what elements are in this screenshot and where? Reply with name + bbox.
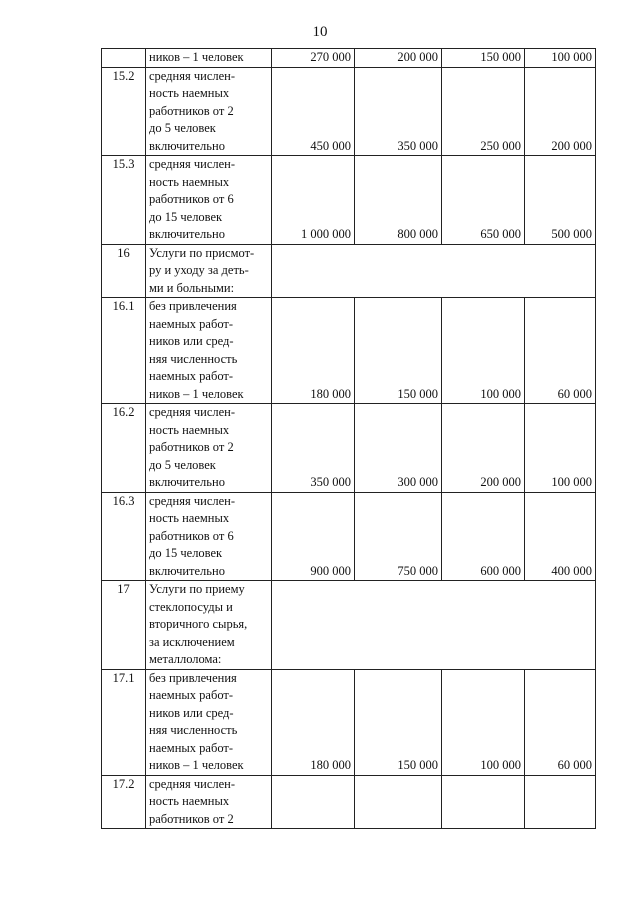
amount-cell-4: 100 000 bbox=[525, 49, 596, 68]
amount-cell-3: 650 000 bbox=[442, 156, 525, 245]
description-line: средняя числен- bbox=[149, 405, 236, 419]
table-row bbox=[102, 298, 596, 404]
amount-cell-1: 1 000 000 bbox=[272, 156, 355, 245]
service-description bbox=[146, 404, 272, 493]
merged-empty-cell bbox=[272, 244, 596, 298]
amount-cell-3: 100 000 bbox=[442, 298, 525, 404]
description-line: наемных работ- bbox=[149, 740, 234, 755]
amount-cell-2: 750 000 bbox=[355, 492, 442, 581]
table-row bbox=[102, 581, 596, 670]
description-line: няя численность bbox=[149, 351, 238, 366]
description-line: работников от 2 bbox=[149, 440, 234, 454]
amount-cell-1 bbox=[272, 775, 355, 829]
amount-cell-1: 270 000 bbox=[272, 49, 355, 68]
description-line: до 15 человек bbox=[149, 209, 223, 224]
description-line: ников или сред- bbox=[149, 705, 234, 720]
row-number: 15.2 bbox=[102, 67, 146, 156]
description-line: включительно bbox=[149, 227, 225, 241]
description-line: наемных работ- bbox=[149, 369, 234, 383]
service-description bbox=[146, 49, 272, 68]
description-line: стеклопосуды и bbox=[149, 599, 233, 614]
service-description bbox=[146, 67, 272, 156]
table-row bbox=[102, 49, 596, 68]
description-line: Услуги по приему bbox=[149, 582, 245, 596]
description-line: до 15 человек bbox=[149, 546, 223, 560]
amount-cell-4: 60 000 bbox=[525, 669, 596, 775]
description-line: ми и больными: bbox=[149, 280, 235, 295]
row-number: 16 bbox=[102, 244, 146, 298]
row-number: 17.1 bbox=[102, 669, 146, 775]
amount-cell-3: 600 000 bbox=[442, 492, 525, 581]
description-line: ру и уходу за деть- bbox=[149, 263, 249, 277]
amount-cell-2: 200 000 bbox=[355, 49, 442, 68]
description-line: вторичного сырья, bbox=[149, 617, 248, 631]
description-line: няя численность bbox=[149, 723, 238, 737]
amount-cell-2: 800 000 bbox=[355, 156, 442, 245]
description-line: за исключением bbox=[149, 634, 235, 649]
description-line: ников – 1 человек bbox=[149, 758, 244, 772]
row-number: 17 bbox=[102, 581, 146, 670]
description-line: средняя числен- bbox=[149, 493, 236, 508]
amount-cell-4: 100 000 bbox=[525, 404, 596, 493]
description-line: наемных работ- bbox=[149, 688, 234, 702]
description-line: включительно bbox=[149, 138, 225, 153]
service-description bbox=[146, 298, 272, 404]
service-description bbox=[146, 244, 272, 298]
amount-cell-2 bbox=[355, 775, 442, 829]
service-description bbox=[146, 775, 272, 829]
description-line: ность наемных bbox=[149, 86, 230, 100]
amount-cell-4: 200 000 bbox=[525, 67, 596, 156]
row-number: 17.2 bbox=[102, 775, 146, 829]
description-line: средняя числен- bbox=[149, 776, 236, 791]
amount-cell-3: 150 000 bbox=[442, 49, 525, 68]
table-row bbox=[102, 244, 596, 298]
amount-cell-4 bbox=[525, 775, 596, 829]
amount-cell-3 bbox=[442, 775, 525, 829]
description-line: работников от 6 bbox=[149, 192, 234, 206]
description-line: металлолома: bbox=[149, 652, 222, 666]
service-description bbox=[146, 581, 272, 670]
tariff-table bbox=[101, 48, 596, 829]
description-line: без привлечения bbox=[149, 670, 237, 685]
amount-cell-2: 300 000 bbox=[355, 404, 442, 493]
description-line: ность наемных bbox=[149, 174, 230, 189]
row-number: 16.3 bbox=[102, 492, 146, 581]
description-line: ность наемных bbox=[149, 794, 230, 808]
description-line: включительно bbox=[149, 563, 225, 578]
service-description bbox=[146, 156, 272, 245]
amount-cell-2: 350 000 bbox=[355, 67, 442, 156]
table-row bbox=[102, 492, 596, 581]
amount-cell-1: 180 000 bbox=[272, 298, 355, 404]
description-line: Услуги по присмот- bbox=[149, 245, 255, 260]
description-line: ность наемных bbox=[149, 511, 230, 525]
amount-cell-1: 450 000 bbox=[272, 67, 355, 156]
page-number: 10 bbox=[312, 24, 328, 40]
description-line: работников от 2 bbox=[149, 103, 234, 118]
amount-cell-4: 500 000 bbox=[525, 156, 596, 245]
table-row bbox=[102, 67, 596, 156]
description-line: ников – 1 человек bbox=[149, 50, 244, 64]
merged-empty-cell bbox=[272, 581, 596, 670]
row-number: 16.2 bbox=[102, 404, 146, 493]
service-description bbox=[146, 492, 272, 581]
table-row bbox=[102, 404, 596, 493]
description-line: работников от 2 bbox=[149, 811, 234, 826]
amount-cell-3: 200 000 bbox=[442, 404, 525, 493]
description-line: включительно bbox=[149, 475, 225, 489]
amount-cell-2: 150 000 bbox=[355, 298, 442, 404]
description-line: наемных работ- bbox=[149, 316, 234, 331]
table-row bbox=[102, 156, 596, 245]
amount-cell-2: 150 000 bbox=[355, 669, 442, 775]
row-number: 15.3 bbox=[102, 156, 146, 245]
amount-cell-4: 400 000 bbox=[525, 492, 596, 581]
description-line: ников – 1 человек bbox=[149, 386, 244, 401]
table-row bbox=[102, 775, 596, 829]
description-line: средняя числен- bbox=[149, 157, 236, 171]
row-number bbox=[102, 49, 146, 68]
description-line: до 5 человек bbox=[149, 121, 216, 135]
description-line: средняя числен- bbox=[149, 68, 236, 83]
amount-cell-3: 100 000 bbox=[442, 669, 525, 775]
service-description bbox=[146, 669, 272, 775]
amount-cell-1: 350 000 bbox=[272, 404, 355, 493]
table-row bbox=[102, 669, 596, 775]
description-line: без привлечения bbox=[149, 299, 237, 313]
row-number: 16.1 bbox=[102, 298, 146, 404]
amount-cell-4: 60 000 bbox=[525, 298, 596, 404]
description-line: ников или сред- bbox=[149, 334, 234, 348]
description-line: работников от 6 bbox=[149, 528, 234, 543]
amount-cell-1: 180 000 bbox=[272, 669, 355, 775]
description-line: до 5 человек bbox=[149, 457, 216, 472]
description-line: ность наемных bbox=[149, 422, 230, 437]
amount-cell-1: 900 000 bbox=[272, 492, 355, 581]
amount-cell-3: 250 000 bbox=[442, 67, 525, 156]
